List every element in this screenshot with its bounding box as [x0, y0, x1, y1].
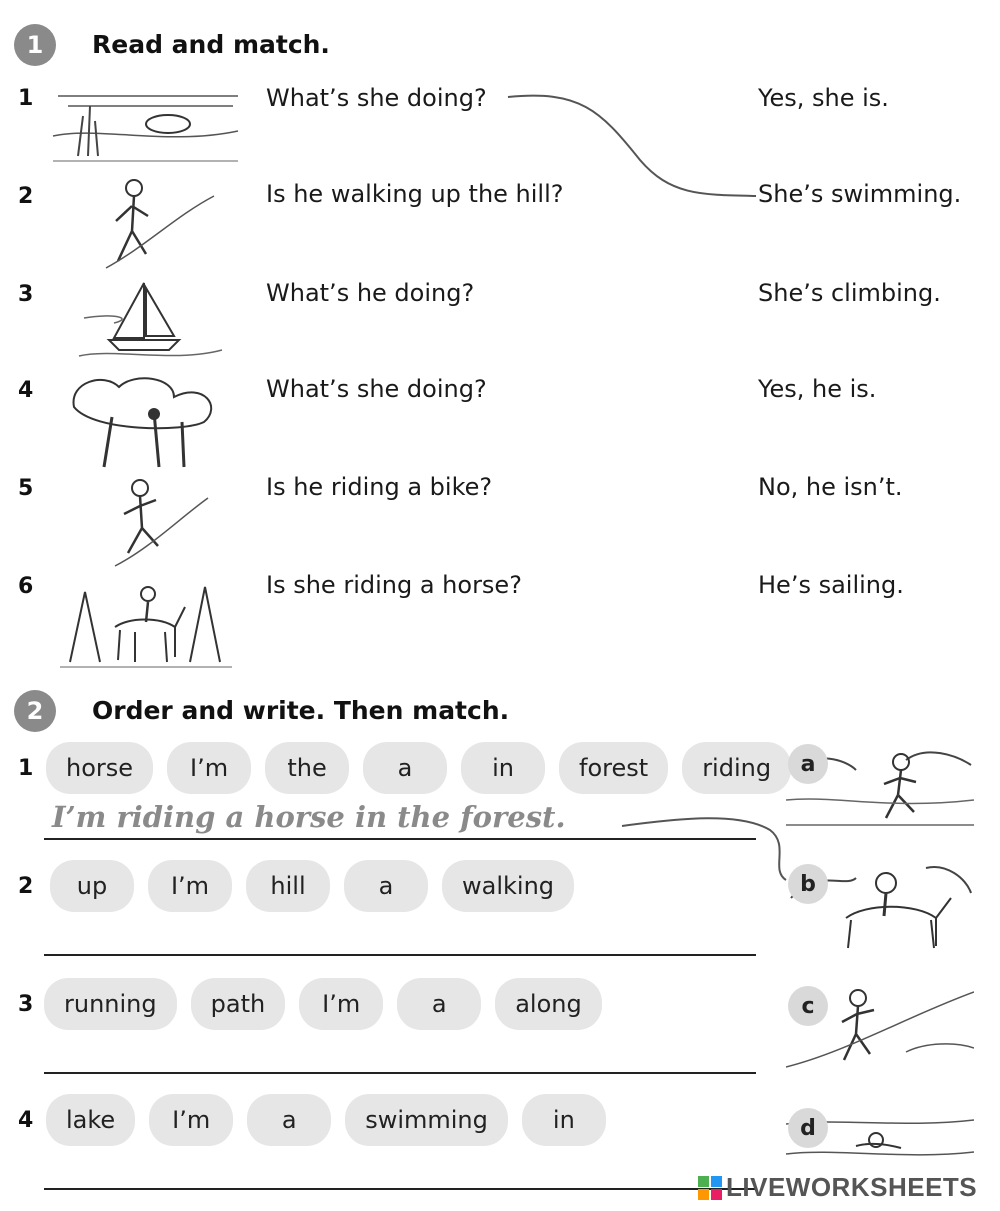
question-text: Is she riding a horse? — [266, 571, 522, 599]
word-tiles-row-2 — [50, 860, 574, 912]
word-tile[interactable]: a — [397, 978, 481, 1030]
question-text: What’s she doing? — [266, 84, 487, 112]
question-text: What’s she doing? — [266, 375, 487, 403]
answer-line[interactable] — [44, 1072, 756, 1074]
row-number: 4 — [18, 1108, 34, 1133]
letter-badge-c[interactable]: c — [788, 986, 828, 1026]
section-2-badge: 2 — [14, 690, 56, 732]
word-tile[interactable]: in — [461, 742, 545, 794]
row-number: 6 — [18, 574, 34, 599]
boy-running-picture — [110, 478, 210, 570]
word-tile[interactable]: I’m — [148, 860, 232, 912]
word-tile[interactable]: riding — [682, 742, 791, 794]
answer-text[interactable]: She’s climbing. — [758, 279, 941, 307]
letter-badge-a[interactable]: a — [788, 744, 828, 784]
section-1-title: Read and match. — [92, 30, 330, 59]
answer-text[interactable]: She’s swimming. — [758, 180, 962, 208]
word-tile[interactable]: horse — [46, 742, 153, 794]
word-tile[interactable]: hill — [246, 860, 330, 912]
word-tile[interactable]: path — [191, 978, 286, 1030]
word-tile[interactable]: I’m — [149, 1094, 233, 1146]
word-tiles-row-1 — [46, 742, 791, 794]
word-tiles-row-3 — [44, 978, 602, 1030]
girl-riding-horse-picture — [60, 572, 232, 670]
row-number: 3 — [18, 992, 34, 1017]
girl-climbing-tree-picture — [64, 372, 224, 470]
word-tile[interactable]: swimming — [345, 1094, 508, 1146]
answer-line[interactable] — [44, 1188, 756, 1190]
word-tile[interactable]: a — [363, 742, 447, 794]
answer-text[interactable]: No, he isn’t. — [758, 473, 903, 501]
row-number: 5 — [18, 476, 34, 501]
written-answer[interactable]: I’m riding a horse in the forest. — [52, 800, 566, 834]
row-number: 2 — [18, 874, 34, 899]
letter-badge-d[interactable]: d — [788, 1108, 828, 1148]
liveworksheets-icon — [698, 1176, 722, 1200]
word-tile[interactable]: in — [522, 1094, 606, 1146]
question-text: Is he walking up the hill? — [266, 180, 564, 208]
answer-line[interactable] — [44, 838, 756, 840]
row-number: 2 — [18, 184, 34, 209]
liveworksheets-logo — [698, 1172, 977, 1203]
answer-text[interactable]: He’s sailing. — [758, 571, 904, 599]
word-tile[interactable]: lake — [46, 1094, 135, 1146]
word-tile[interactable]: running — [44, 978, 177, 1030]
word-tiles-row-4 — [46, 1094, 606, 1146]
word-tile[interactable]: the — [265, 742, 349, 794]
section-2-title: Order and write. Then match. — [92, 696, 510, 725]
word-tile[interactable]: a — [344, 860, 428, 912]
answer-text[interactable]: Yes, he is. — [758, 375, 877, 403]
word-tile[interactable]: forest — [559, 742, 668, 794]
answer-text[interactable]: Yes, she is. — [758, 84, 889, 112]
section-1-badge: 1 — [14, 24, 56, 66]
word-tile[interactable]: I’m — [299, 978, 383, 1030]
watermark-text: LIVEWORKSHEETS — [726, 1172, 978, 1202]
boy-walking-hill-picture — [96, 176, 216, 272]
row-number: 4 — [18, 378, 34, 403]
swimming-lake-picture — [48, 76, 242, 168]
question-text: Is he riding a bike? — [266, 473, 493, 501]
letter-badge-b[interactable]: b — [788, 864, 828, 904]
word-tile[interactable]: up — [50, 860, 134, 912]
word-tile[interactable]: I’m — [167, 742, 251, 794]
question-text: What’s he doing? — [266, 279, 475, 307]
word-tile[interactable]: a — [247, 1094, 331, 1146]
row-number: 1 — [18, 756, 34, 781]
answer-line[interactable] — [44, 954, 756, 956]
row-number: 1 — [18, 86, 34, 111]
word-tile[interactable]: along — [495, 978, 602, 1030]
row-number: 3 — [18, 282, 34, 307]
word-tile[interactable]: walking — [442, 860, 574, 912]
match-line-2 — [622, 818, 786, 880]
sailboat-picture — [74, 278, 224, 364]
